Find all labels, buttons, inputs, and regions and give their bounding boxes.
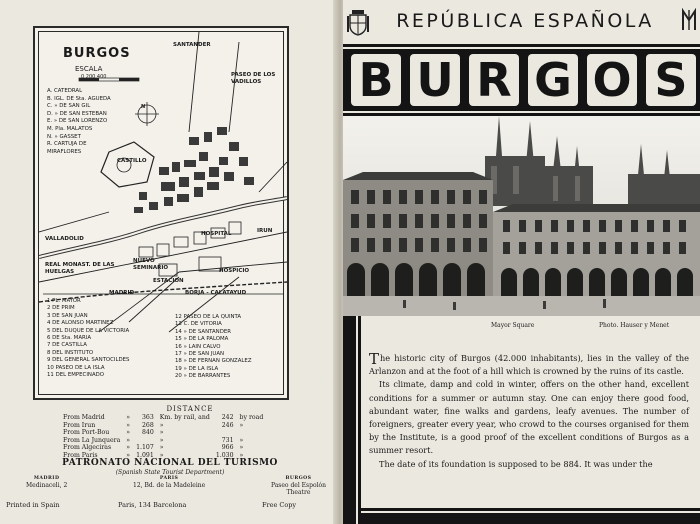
label-hospital: HOSPITAL (201, 231, 232, 237)
street-item: 18 » DE FERNAN GONZALEZ (175, 358, 252, 365)
map-scale-label: ESCALA (75, 65, 103, 73)
office-paris: PARIS 12, Bd. de la Madeleine (133, 476, 206, 489)
monogram-icon (681, 8, 697, 32)
drop-cap: T (369, 350, 380, 368)
label-castillo: CASTILLO (117, 158, 147, 164)
legend-item: B. IGL. DE Sta. AGUEDA (47, 95, 111, 102)
label-madrid: MADRID (109, 290, 135, 296)
title-letter: S (646, 54, 696, 106)
paragraph: The date of its foundation is supposed to be 884. It was under the (379, 458, 653, 469)
monument-legend (47, 88, 111, 156)
legend-item: C. » DE SAN GIL (47, 103, 91, 110)
legend-item: N. » GASSET (47, 133, 81, 140)
street-item: 20 » DE BARRANTES (175, 373, 231, 380)
coat-of-arms-icon (347, 8, 369, 36)
street-item: 6 DE Sta. MARIA (47, 335, 92, 342)
imprint: Paris, 134 Barcelona (118, 501, 187, 509)
legend-item: D. » DE SAN ESTEBAN (47, 110, 107, 117)
patronato-subtitle: (Spanish State Tourist Department) (115, 469, 225, 476)
street-item: 2 DE PRIM (47, 305, 75, 312)
street-item: 8 DEL INSTITUTO (47, 349, 94, 356)
label-valladolid: VALLADOLID (45, 236, 84, 242)
title-letter: U (410, 54, 460, 106)
street-item: 10 PASEO DE LA ISLA (47, 364, 105, 371)
mayor-square-photo (343, 116, 700, 316)
table-row: From Port-Bou » 840 » (63, 429, 164, 437)
printed-in-spain: Printed in Spain (6, 501, 60, 509)
photo-credit: Photo. Hauser y Menet (599, 322, 670, 329)
bottom-decorative-band (361, 508, 700, 524)
street-item: 4 DE ALONSO MARTINEZ (47, 320, 114, 327)
free-copy: Free Copy (262, 501, 297, 509)
street-item: 15 » DE LA PALOMA (175, 336, 229, 343)
paragraph: The historic city of Burgos (42.000 inhabitants), lies in the valley of the Arlanzon and at the foot of a hill which is crowned by the ruins of its castle. (369, 350, 689, 377)
right-page (343, 0, 700, 524)
map-scale-ticks: 0 200 400 (81, 74, 107, 80)
table-row: From Madrid » 363 Km. by rail, and 242 by road (63, 414, 264, 421)
burgos-title-band (343, 44, 700, 116)
office-burgos: BURGOS Paseo del Espolón Theatre (270, 476, 326, 496)
street-item: 11 DEL EMPECINADO (47, 372, 105, 379)
table-row: From Paris » 1.091 » 1.030 » (63, 451, 244, 459)
street-item: 1 PL. MAYOR (47, 298, 81, 304)
label-hospicio: HOSPICIO (219, 268, 250, 274)
cover-header (343, 0, 700, 44)
office-madrid: MADRID Medinaceli, 2 (26, 476, 68, 489)
street-item: 14 » DE SANTANDER (175, 328, 231, 335)
legend-item: MIRAFLORES (47, 148, 82, 155)
street-legend-right (175, 314, 252, 381)
paragraph: Its climate, damp and cold in winter, offers on the other hand, excellent conditions for a summer or autumn stay. One can enjoy there good food, abundant water, fine walks and gardens, leafy avenues. The number of foreigners, greater every year, who crowd to the courses organised for them by the Institute, is a good proof of the excellent conditions of Burgos as a summer resort. (369, 379, 689, 456)
compass-label: N (141, 104, 146, 110)
intro-text (369, 352, 689, 471)
distance-table (60, 405, 300, 460)
patronato-block (0, 458, 340, 476)
street-item: 9 DEL GENERAL SANTOCILDES (47, 357, 130, 364)
title-letter: G (528, 54, 578, 106)
legend-item: R. CARTUJA DE (47, 141, 87, 148)
label-estacion: ESTACION (153, 278, 184, 284)
city-map (33, 26, 289, 400)
patronato-title: PATRONATO NACIONAL DEL TURISMO (62, 458, 278, 468)
legend-item: A. CATEDRAL (47, 88, 83, 94)
left-decorative-bar (343, 316, 361, 524)
map-title: BURGOS (63, 46, 131, 61)
burgos-title (351, 54, 700, 106)
street-item: 7 DE CASTILLA (47, 342, 87, 349)
distance-rows (60, 414, 266, 460)
street-item: 13 C. DE VITORIA (175, 321, 222, 328)
title-letter: O (587, 54, 637, 106)
office-addresses (26, 475, 326, 496)
table-row: From La Junquera » » 731 » (63, 436, 244, 444)
street-item: 16 » LAIN CALVO (175, 343, 221, 350)
table-row: From Algeciras » 1.107 » 966 » (63, 444, 244, 452)
legend-item: E. » DE SAN LORENZO (47, 118, 108, 125)
street-item: 3 DE SAN JUAN (47, 312, 88, 319)
distance-title: DISTANCE (166, 405, 214, 413)
street-item: 19 » DE LA ISLA (175, 365, 219, 372)
left-page (0, 0, 340, 524)
label-real-monasterio: REAL MONAST. DE LAS HUELGAS (45, 262, 115, 275)
title-letter: B (351, 54, 401, 106)
street-item: 17 » DE SAN JUAN (175, 351, 225, 358)
table-row: From Irun » 268 » 246 » (63, 421, 244, 429)
legend-item: M. Pla. MALATOS (47, 125, 93, 132)
label-paseo-vadillos: PASEO DE LOS VADILLOS (231, 72, 276, 85)
title-letter: R (469, 54, 519, 106)
label-santander: SANTANDER (173, 42, 211, 48)
photo-caption: Mayor Square (491, 322, 535, 329)
label-borja: BORJA - CALATAYUD (185, 290, 247, 296)
street-legend-left (47, 298, 129, 379)
republica-heading: REPÚBLICA ESPAÑOLA (396, 10, 654, 32)
label-seminario: NUEVO SEMINARIO (133, 258, 169, 271)
label-irun: IRUN (257, 228, 273, 234)
street-item: 12 PASEO DE LA QUINTA (175, 314, 242, 320)
street-item: 5 DEL DUQUE DE LA VICTORIA (47, 327, 130, 334)
